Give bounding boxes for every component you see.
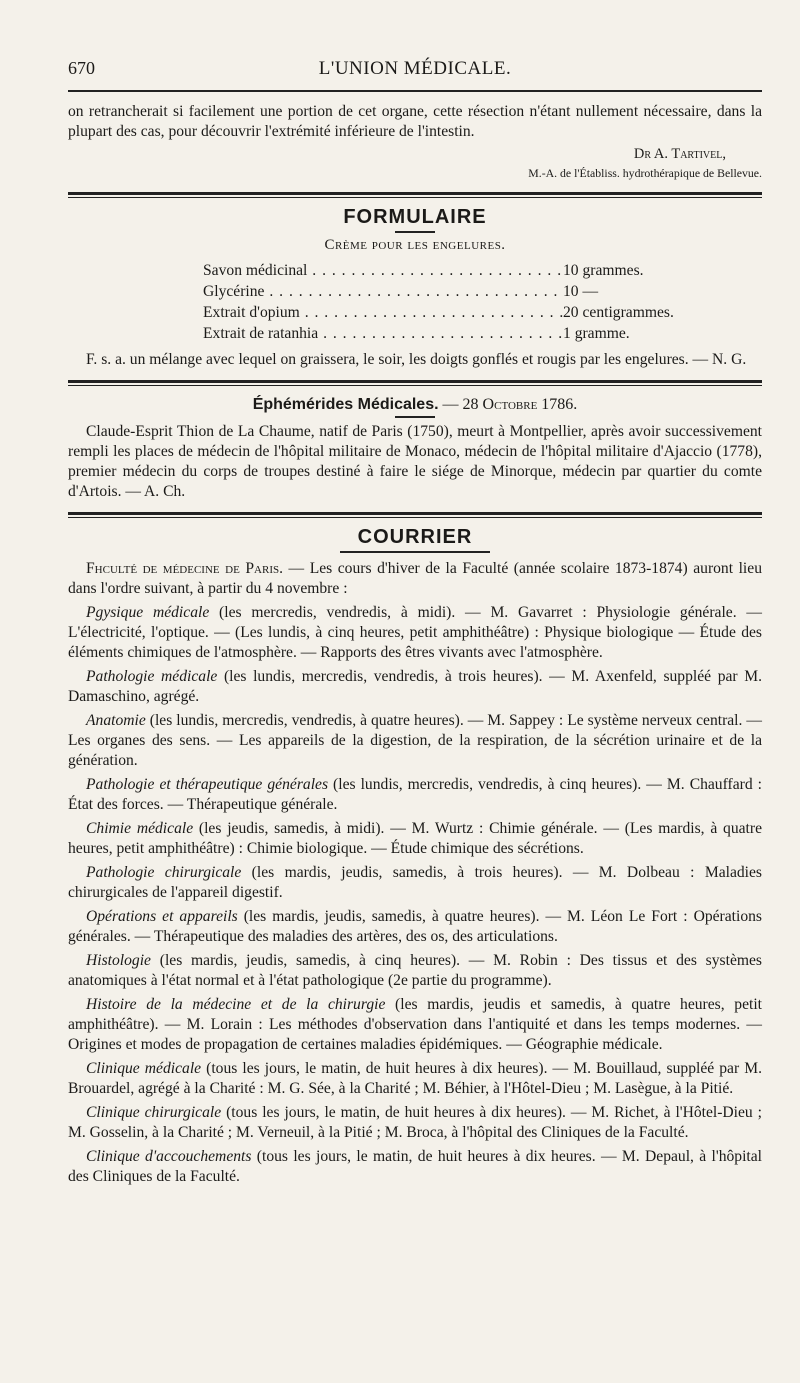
course-title: Pathologie chirurgicale: [86, 864, 242, 881]
courrier-body: [68, 559, 762, 1187]
recipe-item: [203, 281, 762, 302]
section-divider: [68, 192, 762, 198]
course-entry: [68, 1147, 762, 1187]
formulaire-subtitle: Crème pour les engelures.: [324, 237, 506, 253]
course-title: Clinique d'accouchements: [86, 1148, 252, 1165]
course-text: (les lundis, mercredis, vendredis, à cinq heures). — M. Chauffard : État des forces. — Thérapeutique générale.: [68, 776, 762, 813]
section-divider: [68, 380, 762, 386]
course-text: (les lundis, mercredis, vendredis, à quatre heures). — M. Sappey : Le système nerveux central. — Les organes des sens. — Les appareils de la digestion, de la respiration, de la sécrétion urinaire et de la génération.: [68, 712, 762, 769]
recipe-item: [203, 260, 762, 281]
course-entry: [68, 907, 762, 947]
formulaire-title: FORMULAIRE: [343, 206, 487, 228]
course-title: Histoire de la médecine et de la chirurgie: [86, 996, 386, 1013]
course-text: (tous les jours, le matin, de huit heures à dix heures). — M. Richet, à l'Hôtel-Dieu ; M. Gosselin, à la Charité ; M. Verneuil, à la Pitié ; M. Broca, à l'hôpital des Cliniques de la Faculté.: [68, 1104, 762, 1141]
course-text: (tous les jours, le matin, de huit heures à dix heures. — M. Depaul, à l'hôpital des Cliniques de la Faculté.: [68, 1148, 762, 1185]
courrier-title: COURRIER: [357, 526, 473, 548]
section-divider: [68, 512, 762, 518]
ingredient-quantity: 10 grammes.: [563, 262, 644, 279]
ingredient-quantity: 20 centigrammes.: [563, 304, 674, 321]
course-entry: [68, 711, 762, 771]
ephemerides-date: — 28 Octobre 1786.: [442, 396, 578, 413]
author-signature: Dr A. Tartivel,: [633, 146, 726, 162]
course-title: Chimie médicale: [86, 820, 194, 837]
course-entry: [68, 819, 762, 859]
title-rule: [395, 231, 435, 233]
recipe-item: [203, 323, 762, 344]
ingredient-name: Glycérine . . .: [203, 281, 563, 302]
course-entry: [68, 775, 762, 815]
ephemerides-text: Claude-Esprit Thion de La Chaume, natif de Paris (1750), meurt à Montpellier, après avoir successivement rempli les places de médecin de l'hôpital militaire de Monaco, médecin de l'hôpital militaire d'Ajaccio (1778), premier médecin du corps de troupes destiné à faire le siége de Minorque, médecin par quartier du comte d'Artois. — A. Ch.: [68, 423, 762, 500]
course-text: (les lundis, mercredis, vendredis, à trois heures). — M. Axenfeld, suppléé par M. Damaschino, agrégé.: [68, 668, 762, 705]
title-rule: [395, 416, 435, 418]
course-title: Clinique médicale: [86, 1060, 202, 1077]
title-rule: [340, 551, 490, 553]
course-title: Pathologie médicale: [86, 668, 218, 685]
ingredient-quantity: 10 —: [563, 283, 599, 300]
courrier-lead: [68, 559, 762, 599]
course-title: Pgysique médicale: [86, 604, 210, 621]
faculty-label: Fhculté de médecine de Paris.: [86, 560, 284, 577]
course-entry: [68, 1059, 762, 1099]
course-entry: [68, 863, 762, 903]
course-text: (les mercredis, vendredis, à midi). — M. Gavarret : Physiologie générale. — L'électricité, l'optique. — (Les lundis, à cinq heures, petit amphithéâtre) : Physique biologique — Étude des éléments chimiques de l'atmosphère. — Rapports des êtres vivants avec l'atmosphère.: [68, 604, 763, 661]
journal-page: [68, 52, 762, 1187]
course-entry: [68, 667, 762, 707]
recipe-item: [203, 302, 762, 323]
course-text: (les mardis, jeudis et samedis, à quatre heures, petit amphithéâtre). — M. Lorain : Les méthodes d'observation dans l'antiquité et dans les temps modernes. — Origines et modes de propagation de certaines maladies épidémiques. — Géographie médicale.: [68, 996, 762, 1053]
ingredient-name: Savon médicinal . . .: [203, 260, 563, 281]
course-title: Pathologie et thérapeutique générales: [86, 776, 329, 793]
course-title: Clinique chirurgicale: [86, 1104, 222, 1121]
course-text: (les mardis, jeudis, samedis, à trois heures). — M. Dolbeau : Maladies chirurgicales de l'appareil digestif.: [68, 864, 762, 901]
course-title: Anatomie: [86, 712, 146, 729]
course-entry: [68, 951, 762, 991]
intro-paragraph: on retrancherait si facilement une portion de cet organe, cette résection n'étant nullement nécessaire, dans la plupart des cas, pour découvrir l'extrémité inférieure de l'intestin.: [68, 103, 762, 140]
page-number: 670: [68, 58, 95, 78]
course-text: (les jeudis, samedis, à midi). — M. Wurtz : Chimie générale. — (Les mardis, à quatre heures, petit amphithéâtre) : Chimie biologique. — Étude chimique des sécrétions.: [68, 820, 762, 857]
page-header: [68, 52, 762, 92]
running-title: L'UNION MÉDICALE.: [318, 58, 512, 79]
course-text: (les mardis, jeudis, samedis, à quatre heures). — M. Léon Le Fort : Opérations générales. — Thérapeutique des maladies des artères, des os, des articulations.: [68, 908, 763, 945]
formulaire-note: F. s. a. un mélange avec lequel on graissera, le soir, les doigts gonflés et rougis par les engelures. — N. G.: [86, 351, 747, 368]
ingredient-quantity: 1 gramme.: [563, 325, 630, 342]
ephemerides-heading: [68, 396, 762, 414]
recipe-list: [203, 260, 762, 344]
course-entry: [68, 603, 762, 663]
lead-text: — Les cours d'hiver de la Faculté (année scolaire 1873-1874) auront lieu dans l'ordre suivant, à partir du 4 novembre :: [68, 560, 762, 597]
course-entry: [68, 1103, 762, 1143]
course-text: (tous les jours, le matin, de huit heures à dix heures). — M. Bouillaud, suppléé par M. Brouardel, agrégé à la Charité : M. G. Sée, à la Charité ; M. Béhier, à l'Hôtel-Dieu ; M. Lasègue, à la Pitié.: [68, 1060, 762, 1097]
ingredient-name: Extrait d'opium . . .: [203, 302, 563, 323]
course-title: Histologie: [86, 952, 151, 969]
ephemerides-title: Éphémérides Médicales.: [252, 396, 439, 413]
author-affiliation: M.-A. de l'Établiss. hydrothérapique de Bellevue.: [528, 166, 762, 180]
ingredient-name: Extrait de ratanhia . . .: [203, 323, 563, 344]
course-entry: [68, 995, 762, 1055]
course-text: (les mardis, jeudis, samedis, à cinq heures). — M. Robin : Des tissus et des systèmes anatomiques à l'état normal et à l'état pathologique (2e partie du programme).: [68, 952, 762, 989]
course-title: Opérations et appareils: [86, 908, 238, 925]
